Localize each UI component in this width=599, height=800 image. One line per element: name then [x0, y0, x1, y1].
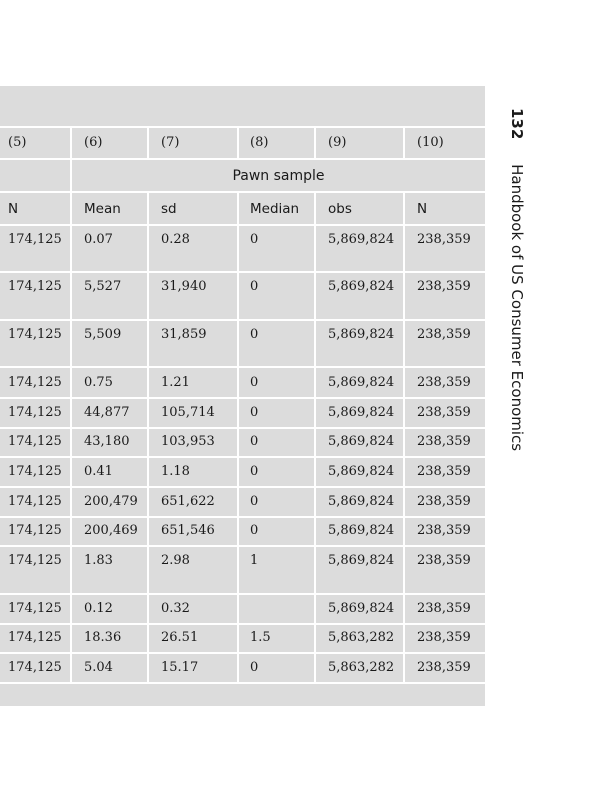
table-cell: 5,509 — [84, 327, 122, 342]
column-divider — [147, 126, 149, 158]
table-cell: 651,546 — [161, 523, 215, 538]
table-cell: 1.21 — [161, 375, 190, 390]
table-cell: 1 — [250, 553, 259, 568]
column-divider — [237, 191, 239, 682]
row-divider — [0, 191, 485, 193]
row-divider — [0, 319, 485, 321]
column-number: (5) — [8, 135, 27, 150]
row-divider — [0, 545, 485, 547]
table-cell: 15.17 — [161, 660, 199, 675]
table-cell: 174,125 — [8, 494, 62, 509]
table-cell: 5,869,824 — [328, 232, 395, 247]
column-number: (6) — [84, 135, 103, 150]
table-cell: 174,125 — [8, 523, 62, 538]
table-cell: 5,869,824 — [328, 523, 395, 538]
table-cell: 200,479 — [84, 494, 138, 509]
table-cell: 5,869,824 — [328, 405, 395, 420]
table-cell: 43,180 — [84, 434, 130, 449]
table-cell: 5,863,282 — [328, 630, 395, 645]
table-cell: 5,869,824 — [328, 601, 395, 616]
column-divider — [403, 191, 405, 682]
row-divider — [0, 456, 485, 458]
table-cell: 5,869,824 — [328, 279, 395, 294]
table-cell: 1.5 — [250, 630, 271, 645]
page-number: 132 — [508, 108, 526, 140]
table-cell: 0 — [250, 279, 259, 294]
table-cell: 238,359 — [417, 434, 471, 449]
column-divider — [147, 191, 149, 682]
table-cell: 174,125 — [8, 279, 62, 294]
row-divider — [0, 652, 485, 654]
column-header: Mean — [84, 201, 121, 217]
row-divider — [0, 593, 485, 595]
column-header: Median — [250, 201, 300, 217]
row-divider — [0, 397, 485, 399]
table-cell: 0.41 — [84, 464, 113, 479]
row-divider — [0, 427, 485, 429]
table-cell: 238,359 — [417, 279, 471, 294]
table-cell: 174,125 — [8, 601, 62, 616]
row-divider — [0, 623, 485, 625]
column-divider — [403, 126, 405, 158]
table-cell: 44,877 — [84, 405, 130, 420]
column-header: obs — [328, 201, 352, 217]
table-cell: 0.28 — [161, 232, 190, 247]
table-cell: 174,125 — [8, 630, 62, 645]
row-divider — [0, 126, 485, 128]
table-cell: 5,869,824 — [328, 375, 395, 390]
table-cell: 5,863,282 — [328, 660, 395, 675]
table-cell: 238,359 — [417, 464, 471, 479]
table-cell: 1.18 — [161, 464, 190, 479]
running-title: Handbook of US Consumer Economics — [508, 164, 526, 452]
row-divider — [0, 486, 485, 488]
column-number: (10) — [417, 135, 444, 150]
table-cell: 0 — [250, 523, 259, 538]
row-divider — [0, 271, 485, 273]
column-header: N — [417, 201, 428, 217]
table-cell: 200,469 — [84, 523, 138, 538]
table-cell: 238,359 — [417, 494, 471, 509]
table-cell: 0 — [250, 405, 259, 420]
table-cell: 174,125 — [8, 464, 62, 479]
row-divider — [0, 158, 485, 160]
column-header: N — [8, 201, 19, 217]
table-cell: 0.07 — [84, 232, 113, 247]
table-cell: 238,359 — [417, 630, 471, 645]
table-cell: 238,359 — [417, 523, 471, 538]
table-cell: 5,869,824 — [328, 553, 395, 568]
table-cell: 174,125 — [8, 327, 62, 342]
table-cell: 238,359 — [417, 327, 471, 342]
table-cell: 238,359 — [417, 375, 471, 390]
table-cell: 174,125 — [8, 375, 62, 390]
table-cell: 18.36 — [84, 630, 122, 645]
column-number: (9) — [328, 135, 347, 150]
table-cell: 103,953 — [161, 434, 215, 449]
group-label: Pawn sample — [232, 168, 325, 184]
column-header: sd — [161, 201, 177, 217]
table-cell: 5,869,824 — [328, 494, 395, 509]
table-cell: 238,359 — [417, 232, 471, 247]
table-cell: 5.04 — [84, 660, 113, 675]
table-cell: 174,125 — [8, 553, 62, 568]
table-cell: 31,940 — [161, 279, 207, 294]
table-cell: 31,859 — [161, 327, 207, 342]
column-divider — [70, 126, 72, 158]
column-number: (8) — [250, 135, 269, 150]
table-cell: 174,125 — [8, 660, 62, 675]
table-cell: 174,125 — [8, 405, 62, 420]
table-cell: 238,359 — [417, 660, 471, 675]
table-cell: 0.75 — [84, 375, 113, 390]
row-divider — [0, 366, 485, 368]
column-divider — [237, 126, 239, 158]
table-cell: 651,622 — [161, 494, 215, 509]
table-cell: 174,125 — [8, 232, 62, 247]
table-cell: 105,714 — [161, 405, 215, 420]
column-divider — [314, 126, 316, 158]
table-cell: 0 — [250, 232, 259, 247]
column-divider — [314, 191, 316, 682]
row-divider — [0, 682, 485, 684]
table-cell: 0 — [250, 434, 259, 449]
table-cell: 1.83 — [84, 553, 113, 568]
running-header — [508, 108, 526, 451]
table-cell: 0.32 — [161, 601, 190, 616]
table-cell: 5,527 — [84, 279, 122, 294]
column-divider — [70, 191, 72, 682]
row-divider — [0, 224, 485, 226]
table-cell: 2.98 — [161, 553, 190, 568]
table-cell: 0 — [250, 375, 259, 390]
column-number: (7) — [161, 135, 180, 150]
table-cell: 26.51 — [161, 630, 199, 645]
row-divider — [0, 516, 485, 518]
table-cell: 238,359 — [417, 553, 471, 568]
table-cell: 0 — [250, 327, 259, 342]
table-cell: 5,869,824 — [328, 327, 395, 342]
table-cell: 0.12 — [84, 601, 113, 616]
table-cell: 5,869,824 — [328, 434, 395, 449]
table-cell: 238,359 — [417, 405, 471, 420]
table-cell: 0 — [250, 660, 259, 675]
table-cell: 238,359 — [417, 601, 471, 616]
table-cell: 5,869,824 — [328, 464, 395, 479]
table-cell: 0 — [250, 464, 259, 479]
table-cell: 174,125 — [8, 434, 62, 449]
table-cell: 0 — [250, 494, 259, 509]
